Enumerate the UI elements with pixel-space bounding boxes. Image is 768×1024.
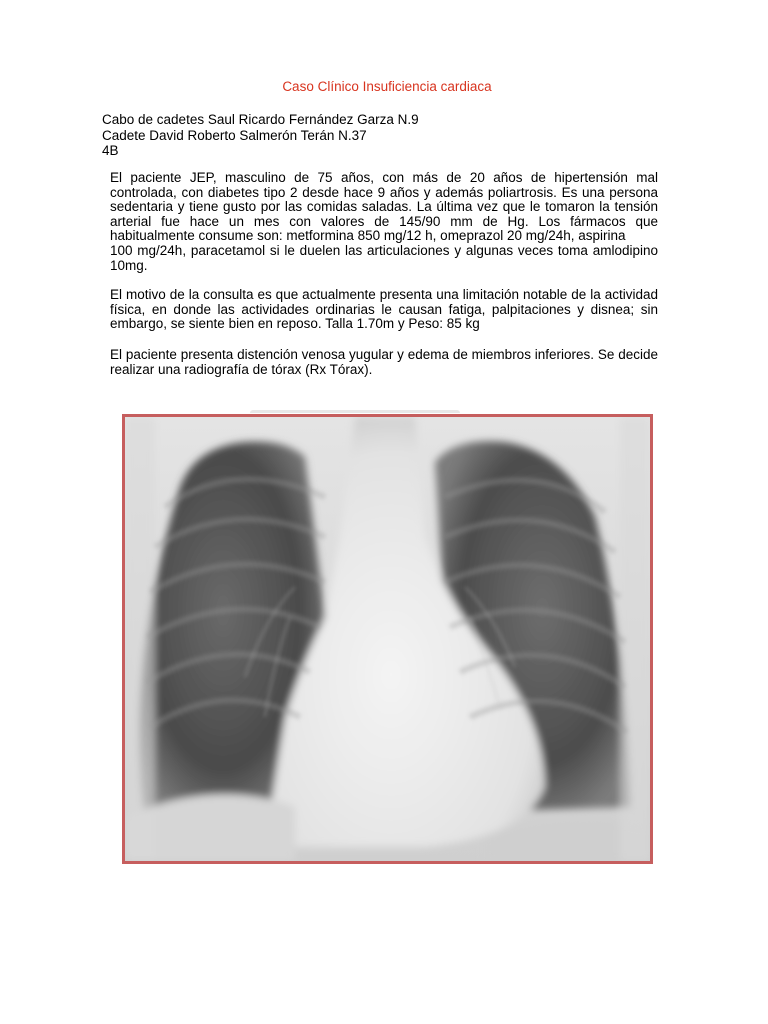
faint-artifact (240, 403, 470, 413)
author-line-1: Cabo de cadetes Saul Ricardo Fernández Garza N.9 (102, 112, 419, 127)
group-line: 4B (102, 143, 119, 158)
paragraph-medications-cont: 100 mg/24h, paracetamol si le duelen las articulaciones y algunas veces toma amlodipino 10mg. (110, 242, 658, 273)
authors-block (102, 112, 419, 159)
chest-xray-image (125, 417, 650, 861)
paragraph-consultation-reason: El motivo de la consulta es que actualmente presenta una limitación notable de la actividad física, en donde las actividades ordinarias le causan fatiga, palpitaciones y disnea; sin embargo, se siente bien en reposo. Talla 1.70m y Peso: 85 kg (110, 287, 658, 332)
chest-xray-figure (122, 414, 653, 864)
paragraph-patient-history: El paciente JEP, masculino de 75 años, con más de 20 años de hipertensión mal controlada, con diabetes tipo 2 desde hace 9 años y además poliartrosis. Es una persona sedentaria y tiene gusto por las comidas saladas. La última vez que le tomaron la tensión arterial fue hace un mes con valores de 145/90 mm de Hg. Los fármacos que habitualmente consume son: metformina 850 mg/12 h, omeprazol 20 mg/24h, aspirina (110, 170, 658, 244)
case-body (110, 171, 658, 377)
document-title: Caso Clínico Insuficiencia cardiaca (282, 79, 492, 94)
author-line-2: Cadete David Roberto Salmerón Terán N.37 (102, 127, 367, 143)
paragraph-physical-findings: El paciente presenta distención venosa yugular y edema de miembros inferiores. Se decide realizar una radiografía de tórax (Rx Tórax). (110, 346, 658, 377)
